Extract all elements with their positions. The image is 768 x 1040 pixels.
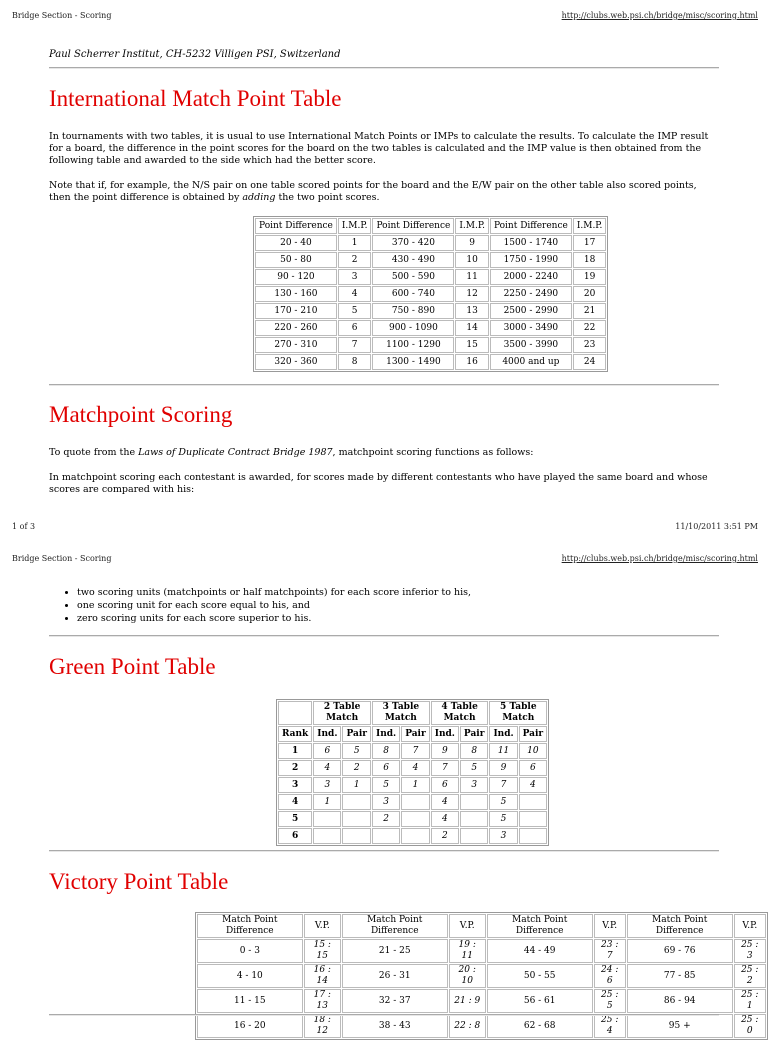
vp-cell: 95 + (627, 1014, 733, 1038)
footer-datetime: 11/10/2011 3:51 PM (675, 522, 758, 531)
imp-cell: 9 (455, 235, 489, 251)
green-cell: 4 (401, 760, 430, 776)
table-row (255, 252, 606, 268)
vp-cell: 25 : 2 (734, 964, 766, 988)
imp-cell: 220 - 260 (255, 320, 337, 336)
green-group-header: 3 Table Match (372, 701, 430, 725)
green-cell (342, 811, 371, 827)
green-cell: 9 (489, 760, 517, 776)
vp-header-cell: V.P. (594, 914, 626, 938)
green-cell: 4 (313, 760, 341, 776)
green-cell: 6 (372, 760, 400, 776)
table-row (278, 828, 547, 844)
imp-cell: 19 (573, 269, 607, 285)
imp-cell: 22 (573, 320, 607, 336)
table-row (278, 777, 547, 793)
list-item: • zero scoring units for each score superior to his. (77, 612, 723, 625)
green-cell: 6 (313, 743, 341, 759)
imp-cell: 13 (455, 303, 489, 319)
imp-cell: 2 (338, 252, 372, 268)
green-cell: 1 (342, 777, 371, 793)
vp-cell: 18 : 12 (304, 1014, 341, 1038)
green-empty-header (278, 701, 312, 725)
green-cell: 5 (342, 743, 371, 759)
table-row (255, 286, 606, 302)
vp-cell: 23 : 7 (594, 939, 626, 963)
imp-cell: 11 (455, 269, 489, 285)
imp-cell: 430 - 490 (372, 252, 454, 268)
imp-cell: 3 (338, 269, 372, 285)
table-row (197, 939, 766, 963)
footer-page: 1 of 3 (12, 522, 36, 531)
vp-cell: 38 - 43 (342, 1014, 448, 1038)
imp-cell: 14 (455, 320, 489, 336)
green-rank-cell: 1 (278, 743, 312, 759)
table-row (278, 794, 547, 810)
green-cell: 8 (460, 743, 489, 759)
vp-cell: 21 : 9 (449, 989, 486, 1013)
imp-header-cell: Point Difference (255, 218, 337, 234)
table-row (255, 337, 606, 353)
green-cell: 6 (431, 777, 459, 793)
vp-cell: 25 : 5 (594, 989, 626, 1013)
green-cell: 8 (372, 743, 400, 759)
green-sub-header: Ind. (313, 726, 341, 742)
table-row (197, 989, 766, 1013)
green-cell: 7 (431, 760, 459, 776)
imp-header-cell: I.M.P. (573, 218, 607, 234)
imp-cell: 18 (573, 252, 607, 268)
vp-cell: 62 - 68 (487, 1014, 593, 1038)
imp-cell: 20 - 40 (255, 235, 337, 251)
green-cell (342, 794, 371, 810)
green-cell: 3 (460, 777, 489, 793)
imp-cell: 1500 - 1740 (490, 235, 572, 251)
green-cell: 7 (489, 777, 517, 793)
vp-cell: 16 : 14 (304, 964, 341, 988)
divider (49, 635, 719, 637)
imp-cell: 750 - 890 (372, 303, 454, 319)
vp-cell: 24 : 6 (594, 964, 626, 988)
table-row (255, 354, 606, 370)
vp-cell: 4 - 10 (197, 964, 303, 988)
green-rank-cell: 6 (278, 828, 312, 844)
imp-cell: 12 (455, 286, 489, 302)
vp-header-cell: V.P. (734, 914, 766, 938)
green-cell: 4 (431, 811, 459, 827)
green-cell: 7 (401, 743, 430, 759)
matchpoint-quote: To quote from the Laws of Duplicate Contract Bridge 1987, matchpoint scoring functions as follows: (49, 447, 534, 458)
imp-cell: 6 (338, 320, 372, 336)
imp-cell: 24 (573, 354, 607, 370)
green-cell: 3 (372, 794, 400, 810)
imp-cell: 50 - 80 (255, 252, 337, 268)
imp-cell: 3000 - 3490 (490, 320, 572, 336)
vp-header-cell: Match Point Difference (487, 914, 593, 938)
vp-header-cell: Match Point Difference (342, 914, 448, 938)
green-cell (401, 794, 430, 810)
imp-cell: 1300 - 1490 (372, 354, 454, 370)
vp-cell: 16 - 20 (197, 1014, 303, 1038)
vp-header-cell: V.P. (449, 914, 486, 938)
table-row (278, 760, 547, 776)
green-sub-header: Pair (401, 726, 430, 742)
green-cell (460, 828, 489, 844)
imp-cell: 17 (573, 235, 607, 251)
imp-cell: 1100 - 1290 (372, 337, 454, 353)
page-header-title: Bridge Section - Scoring (12, 11, 112, 20)
green-cell: 1 (401, 777, 430, 793)
vp-cell: 21 - 25 (342, 939, 448, 963)
green-cell: 5 (372, 777, 400, 793)
divider (49, 1014, 719, 1016)
imp-cell: 4 (338, 286, 372, 302)
imp-header-cell: I.M.P. (338, 218, 372, 234)
table-row (255, 320, 606, 336)
green-cell: 1 (313, 794, 341, 810)
imp-cell: 170 - 210 (255, 303, 337, 319)
green-heading: Green Point Table (49, 654, 216, 679)
imp-cell: 500 - 590 (372, 269, 454, 285)
green-cell (401, 828, 430, 844)
imp-cell: 8 (338, 354, 372, 370)
vp-cell: 77 - 85 (627, 964, 733, 988)
imp-cell: 10 (455, 252, 489, 268)
vp-cell: 25 : 4 (594, 1014, 626, 1038)
imp-heading: International Match Point Table (49, 86, 342, 111)
green-cell: 10 (519, 743, 548, 759)
vp-header-cell: Match Point Difference (197, 914, 303, 938)
imp-cell: 900 - 1090 (372, 320, 454, 336)
imp-cell: 130 - 160 (255, 286, 337, 302)
victory-heading: Victory Point Table (49, 869, 229, 894)
imp-header-cell: I.M.P. (455, 218, 489, 234)
vp-cell: 25 : 3 (734, 939, 766, 963)
imp-cell: 15 (455, 337, 489, 353)
imp-cell: 5 (338, 303, 372, 319)
green-cell: 2 (431, 828, 459, 844)
green-cell: 9 (431, 743, 459, 759)
green-group-header: 4 Table Match (431, 701, 489, 725)
green-rank-cell: 5 (278, 811, 312, 827)
victory-point-table (195, 912, 768, 1040)
green-cell: 2 (342, 760, 371, 776)
table-row (255, 303, 606, 319)
imp-cell: 20 (573, 286, 607, 302)
green-cell: 3 (489, 828, 517, 844)
vp-cell: 11 - 15 (197, 989, 303, 1013)
vp-cell: 19 : 11 (449, 939, 486, 963)
imp-paragraph-1: In tournaments with two tables, it is usual to use International Match Points or IMPs to calculate the results. To calculate the IMP result for a board, the difference in the point scores for the board on the two tables is calculated and the IMP value is then obtained from the following table and awarded to the side which had the better score. (49, 131, 709, 166)
matchpoint-paragraph: In matchpoint scoring each contestant is awarded, for scores made by different contestants who have played the same board and whose scores are compared with his: (49, 472, 708, 495)
vp-cell: 25 : 1 (734, 989, 766, 1013)
vp-cell: 32 - 37 (342, 989, 448, 1013)
page-header-url[interactable]: http://clubs.web.psi.ch/bridge/misc/scoring.html (561, 554, 758, 563)
table-row (278, 811, 547, 827)
vp-cell: 22 : 8 (449, 1014, 486, 1038)
green-cell (313, 811, 341, 827)
table-row (197, 1014, 766, 1038)
green-cell: 4 (519, 777, 548, 793)
green-cell (519, 811, 548, 827)
imp-cell: 21 (573, 303, 607, 319)
page-header-url[interactable]: http://clubs.web.psi.ch/bridge/misc/scoring.html (561, 11, 758, 20)
imp-cell: 1 (338, 235, 372, 251)
green-group-header: 2 Table Match (313, 701, 371, 725)
green-cell: 2 (372, 811, 400, 827)
imp-table (253, 216, 608, 372)
institute-line: Paul Scherrer Institut, CH-5232 Villigen PSI, Switzerland (49, 49, 341, 60)
vp-cell: 69 - 76 (627, 939, 733, 963)
vp-cell: 44 - 49 (487, 939, 593, 963)
green-point-table (276, 699, 549, 846)
green-sub-header: Pair (342, 726, 371, 742)
vp-cell: 50 - 55 (487, 964, 593, 988)
vp-cell: 20 : 10 (449, 964, 486, 988)
imp-cell: 370 - 420 (372, 235, 454, 251)
divider (49, 67, 719, 69)
green-cell: 3 (313, 777, 341, 793)
vp-cell: 17 : 13 (304, 989, 341, 1013)
table-row (197, 964, 766, 988)
green-group-header: 5 Table Match (489, 701, 547, 725)
imp-header-cell: Point Difference (372, 218, 454, 234)
vp-cell: 25 : 0 (734, 1014, 766, 1038)
imp-cell: 23 (573, 337, 607, 353)
imp-cell: 2000 - 2240 (490, 269, 572, 285)
green-cell (313, 828, 341, 844)
imp-cell: 7 (338, 337, 372, 353)
green-sub-header: Ind. (431, 726, 459, 742)
imp-cell: 90 - 120 (255, 269, 337, 285)
list-item: • one scoring unit for each score equal to his, and (77, 599, 723, 612)
vp-cell: 15 : 15 (304, 939, 341, 963)
vp-cell: 86 - 94 (627, 989, 733, 1013)
table-row (255, 235, 606, 251)
green-cell (460, 811, 489, 827)
page-header-title: Bridge Section - Scoring (12, 554, 112, 563)
green-rank-cell: 3 (278, 777, 312, 793)
list-item: • two scoring units (matchpoints or half matchpoints) for each score inferior to his, (77, 586, 723, 599)
green-cell (519, 794, 548, 810)
table-row (278, 743, 547, 759)
vp-cell: 0 - 3 (197, 939, 303, 963)
imp-cell: 600 - 740 (372, 286, 454, 302)
green-cell: 5 (489, 794, 517, 810)
green-cell: 6 (519, 760, 548, 776)
green-cell (372, 828, 400, 844)
imp-paragraph-2: Note that if, for example, the N/S pair on one table scored points for the board and the E/W pair on the other table also scored points, then the point difference is obtained by adding the two point scores. (49, 180, 697, 203)
imp-header-cell: Point Difference (490, 218, 572, 234)
green-sub-header: Pair (519, 726, 548, 742)
vp-cell: 56 - 61 (487, 989, 593, 1013)
divider (49, 384, 719, 386)
imp-cell: 270 - 310 (255, 337, 337, 353)
imp-cell: 4000 and up (490, 354, 572, 370)
green-cell: 5 (489, 811, 517, 827)
green-sub-header: Rank (278, 726, 312, 742)
imp-cell: 3500 - 3990 (490, 337, 572, 353)
green-cell (342, 828, 371, 844)
matchpoint-bullets (63, 586, 723, 625)
vp-header-cell: Match Point Difference (627, 914, 733, 938)
vp-cell: 26 - 31 (342, 964, 448, 988)
green-rank-cell: 4 (278, 794, 312, 810)
green-sub-header: Ind. (489, 726, 517, 742)
imp-cell: 1750 - 1990 (490, 252, 572, 268)
green-cell (460, 794, 489, 810)
vp-header-cell: V.P. (304, 914, 341, 938)
green-sub-header: Pair (460, 726, 489, 742)
green-cell (401, 811, 430, 827)
green-cell: 5 (460, 760, 489, 776)
imp-cell: 2500 - 2990 (490, 303, 572, 319)
divider (49, 850, 719, 852)
green-sub-header: Ind. (372, 726, 400, 742)
green-cell: 4 (431, 794, 459, 810)
matchpoint-heading: Matchpoint Scoring (49, 402, 233, 427)
table-row (255, 269, 606, 285)
imp-cell: 320 - 360 (255, 354, 337, 370)
imp-cell: 2250 - 2490 (490, 286, 572, 302)
imp-cell: 16 (455, 354, 489, 370)
green-rank-cell: 2 (278, 760, 312, 776)
green-cell: 11 (489, 743, 517, 759)
green-cell (519, 828, 548, 844)
